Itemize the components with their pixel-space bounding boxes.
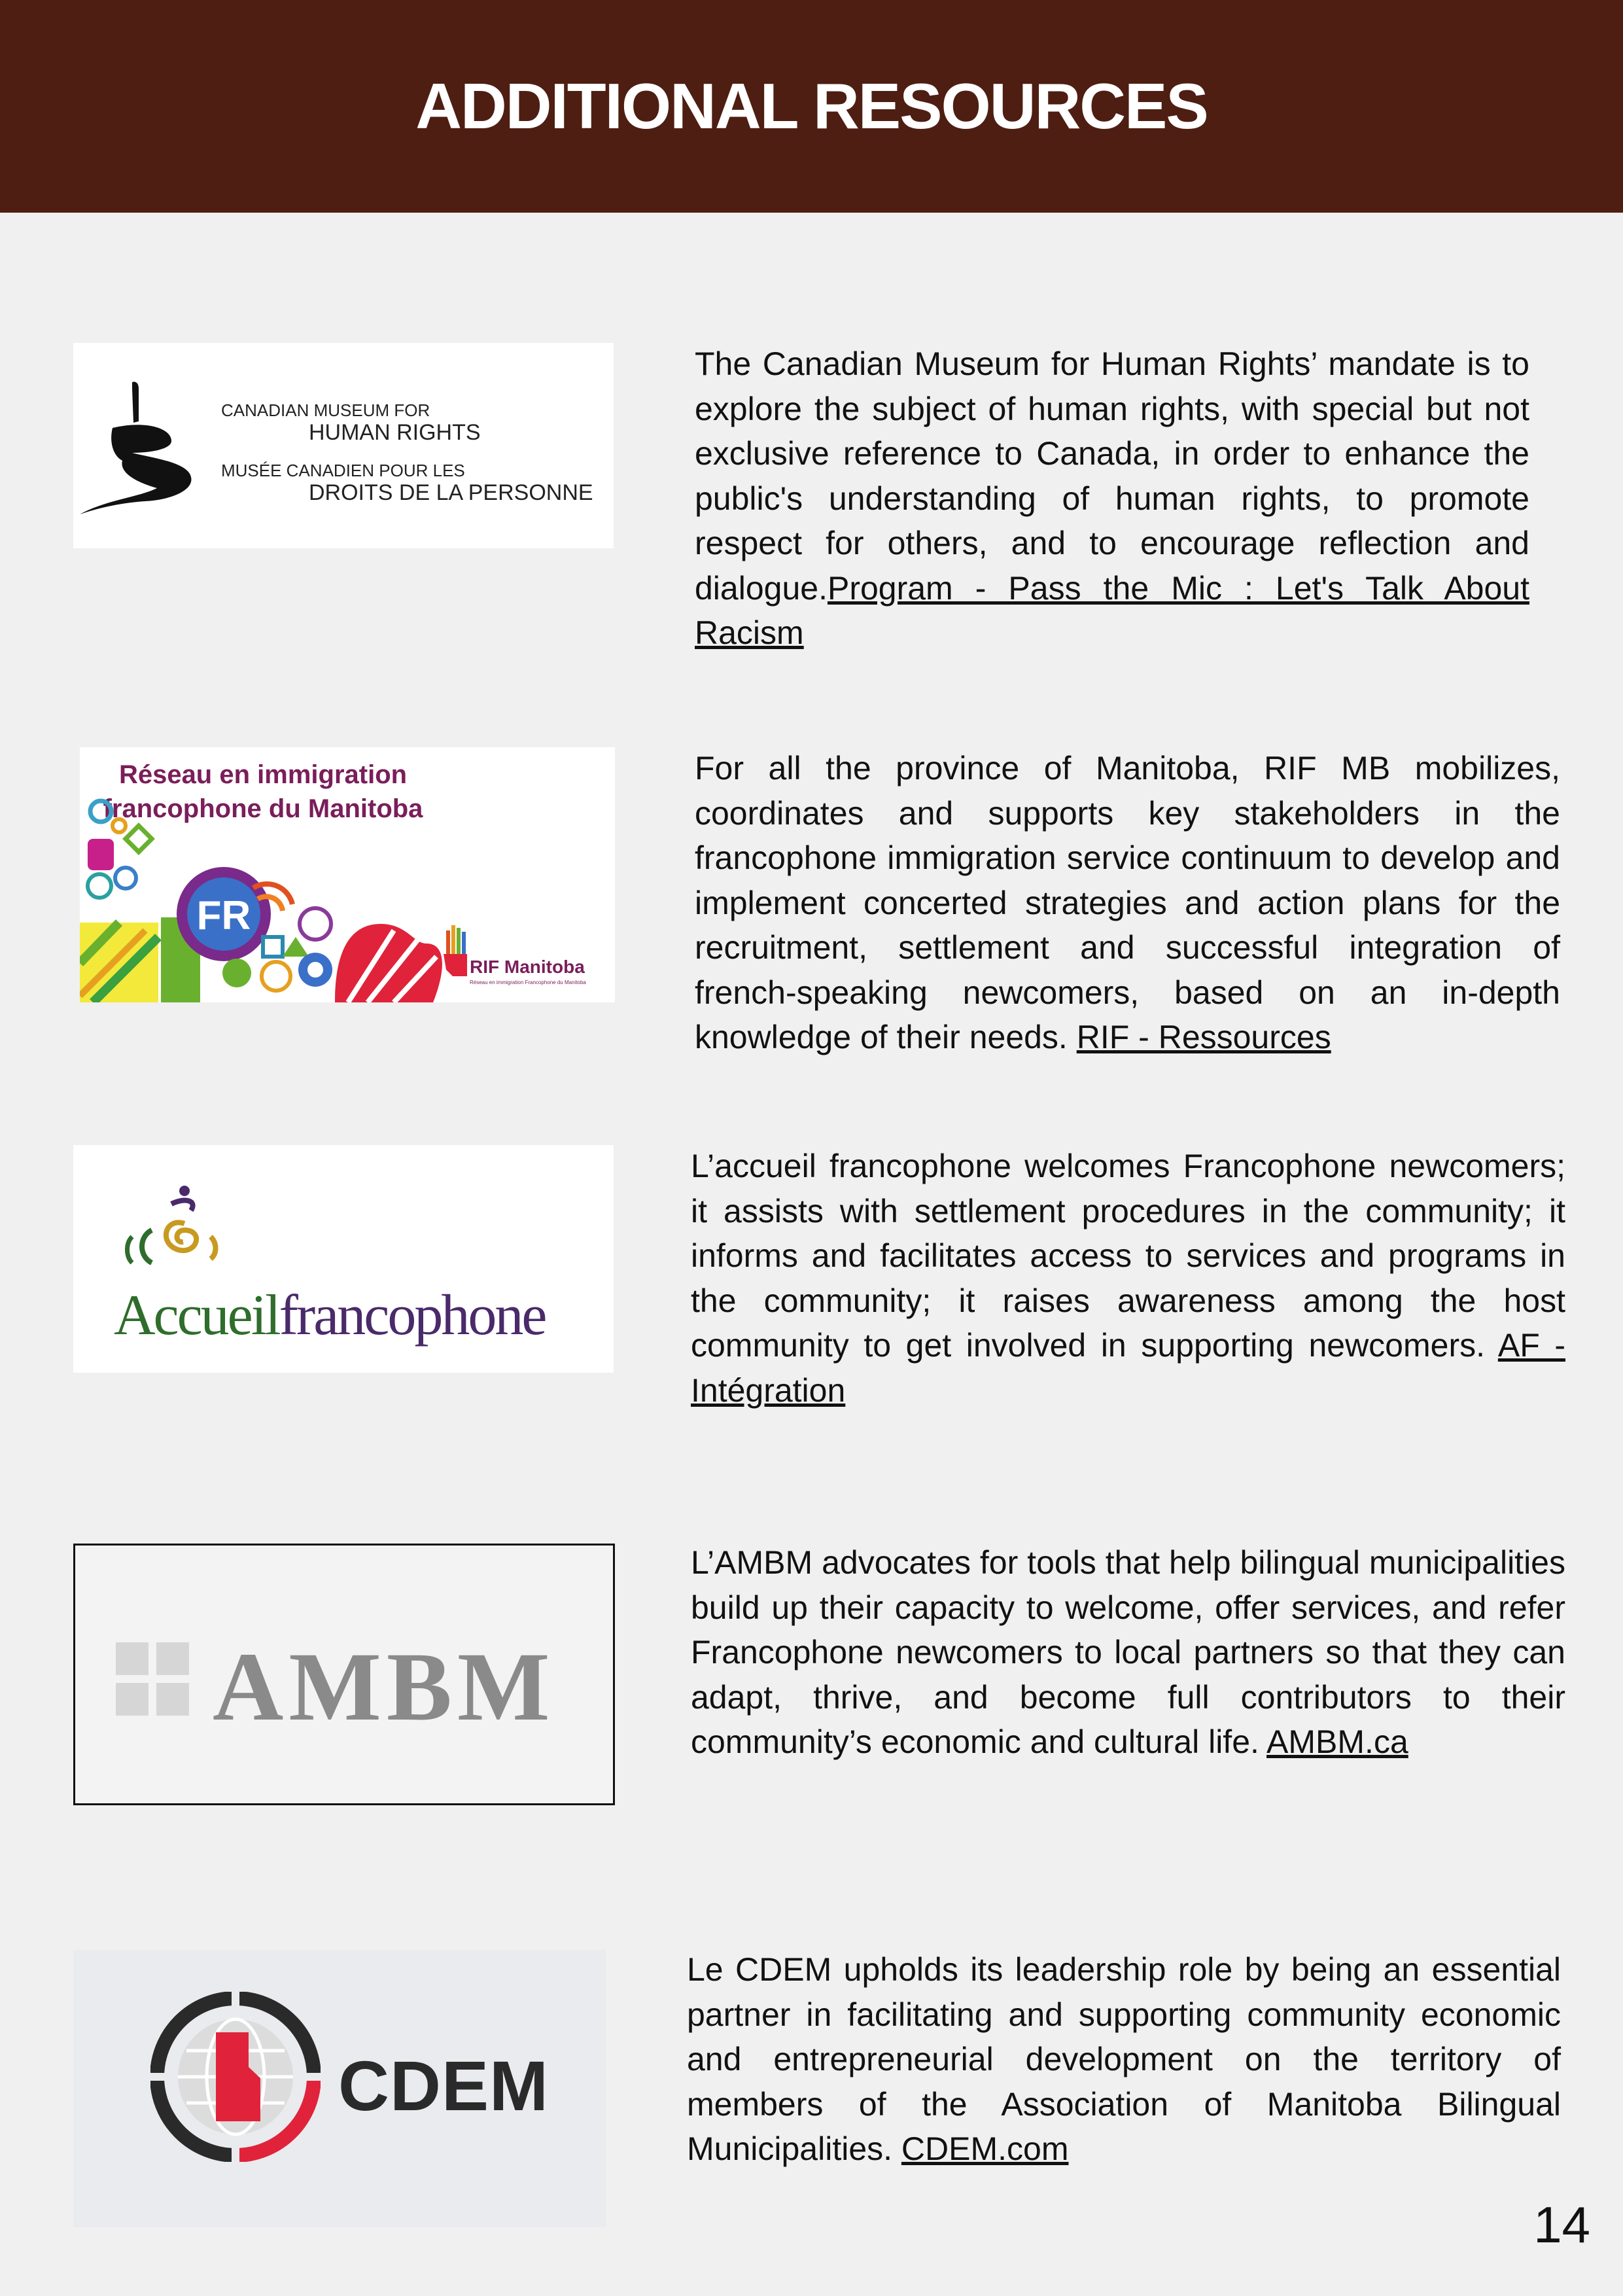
accueil-logo-word2: francophone — [279, 1284, 546, 1347]
cmhr-logo-line1: CANADIAN MUSEUM FOR — [221, 400, 430, 420]
page-header — [0, 0, 1623, 213]
cdem-logo — [73, 1950, 606, 2227]
rif-logo — [80, 747, 615, 1002]
rif-brand-tagline: Réseau en immigration Francophone du Manitoba — [470, 980, 586, 985]
page-title: ADDITIONAL RESOURCES — [415, 70, 1208, 142]
rif-description-text: For all the province of Manitoba, RIF MB mobilizes, coordinates and supports key stakeholders in the francophone immigration service continuum to develop and implement concerted strategies and action plans for the recruitment, settlement and successful integration of french-speaking newcomers, based on an in-depth knowledge of their needs. — [695, 750, 1560, 1055]
cdem-description — [687, 1947, 1561, 2172]
cdem-description-text: Le CDEM upholds its leadership role by being an essential partner in facilitating and supporting community economic and entrepreneurial development on the territory of members of the Association of Manitoba Bilingual Municipalities. — [687, 1951, 1561, 2167]
ambm-logo-wordmark: AMBM — [213, 1633, 555, 1741]
accueil-logo-word1: Accueil — [114, 1284, 279, 1347]
rif-logo-title-line2: francophone du Manitoba — [103, 794, 423, 823]
cmhr-description-text: The Canadian Museum for Human Rights’ mandate is to explore the subject of human rights, with special but not exclusive reference to Canada, in order to enhance the public's understanding of human rights, to promote respect for others, and to encourage reflection and dialogue. — [695, 345, 1529, 607]
cmhr-logo — [73, 343, 614, 548]
cmhr-description — [695, 342, 1529, 656]
accueil-description-text: L’accueil francophone welcomes Francophone newcomers; it assists with settlement procedures in the community; it informs and facilitates access to services and programs in the community; it raises awareness among the host community to get involved in supporting newcomers. — [691, 1148, 1565, 1364]
cmhr-program-link[interactable]: Program - Pass the Mic : Let's Talk About Racism — [695, 569, 1529, 651]
ambm-link[interactable]: AMBM.ca — [1266, 1723, 1408, 1760]
af-integration-link[interactable]: AF - Intégration — [691, 1327, 1565, 1409]
accueil-description — [691, 1144, 1565, 1413]
cdem-logo-wordmark: CDEM — [338, 2046, 549, 2125]
cdem-globe-icon — [150, 1992, 321, 2162]
ambm-description — [691, 1540, 1565, 1765]
accueil-logo-wordmark — [114, 1282, 545, 1349]
rif-description — [695, 746, 1560, 1060]
page-number: 14 — [1533, 2196, 1590, 2253]
cmhr-logo-line3: MUSÉE CANADIEN POUR LES — [221, 461, 465, 480]
ambm-description-text: L’AMBM advocates for tools that help bilingual municipalities build up their capacity to welcome, offer services, and refer Francophone newcomers to local partners so that they can adapt, thrive, and become full contributors to their community’s economic and cultural life. — [691, 1544, 1565, 1760]
cmhr-logo-line2: HUMAN RIGHTS — [309, 420, 481, 445]
rif-brand-text: RIF Manitoba — [470, 957, 585, 977]
rif-ressources-link[interactable]: RIF - Ressources — [1076, 1019, 1331, 1055]
ambm-squares-icon — [116, 1642, 194, 1721]
cmhr-logo-line4: DROITS DE LA PERSONNE — [309, 480, 593, 505]
rif-logo-title-line1: Réseau en immigration — [118, 760, 408, 789]
rif-graphic-icon — [80, 747, 615, 1002]
cmhr-emblem-icon — [73, 343, 204, 548]
accueil-francophone-logo — [73, 1145, 614, 1373]
rif-fr-badge: FR — [196, 893, 251, 938]
cdem-link[interactable]: CDEM.com — [901, 2130, 1069, 2167]
ambm-logo — [73, 1544, 615, 1805]
